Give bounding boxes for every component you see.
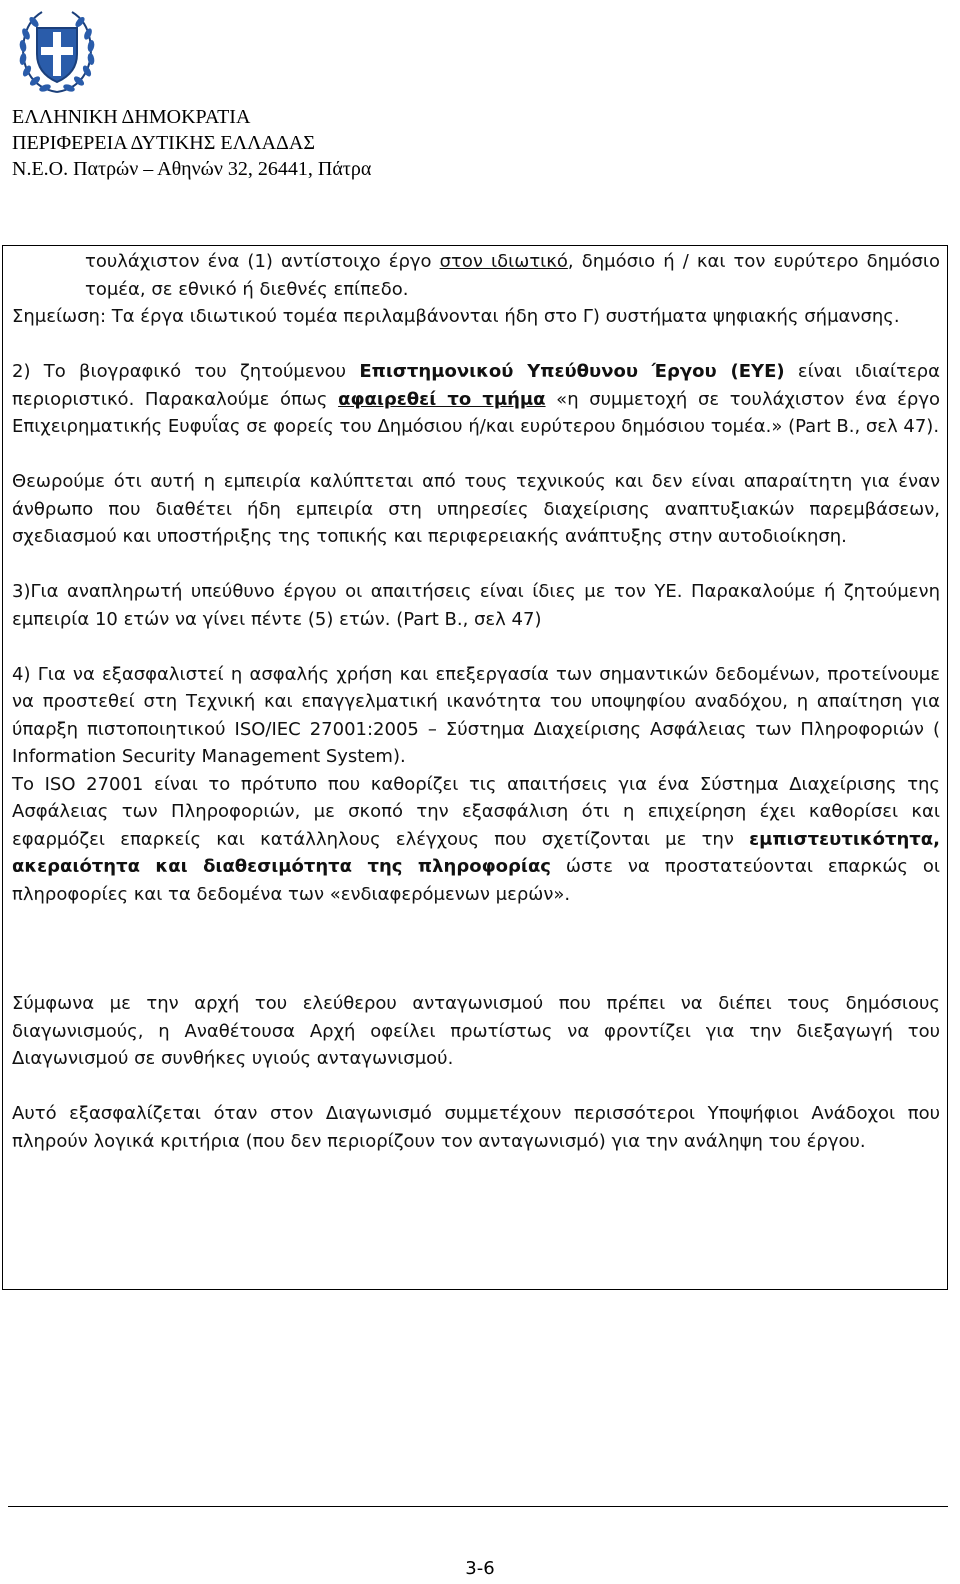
footer-divider — [8, 1506, 948, 1507]
page-number: 3-6 — [465, 1558, 495, 1579]
paragraph-point-4: 4) Για να εξασφαλιστεί η ασφαλής χρήση και επεξεργασία των σημαντικών δεδομένων, προτείνουμε να προστεθεί στη Τεχνική και επαγγελματική ικανότητα του υποψηφίου αναδόχου, η απαίτηση για ύπαρξη πιστοποιητικού ISO/IEC 27001:2005 – Σύστημα Διαχείρισης Ασφάλειας των Πληροφοριών ( Information Security Management System). — [12, 663, 940, 767]
letterhead — [12, 104, 371, 182]
letterhead-country: ΕΛΛΗΝΙΚΗ ΔΗΜΟΚΡΑΤΙΑ — [12, 106, 251, 128]
document-body — [12, 248, 940, 1155]
paragraph-point-3: 3)Για αναπληρωτή υπεύθυνο έργου οι απαιτήσεις είναι ίδιες με τον ΥΕ. Παρακαλούμε ή ζητούμενη εμπειρία 10 ετών να γίνει πέντε (5) ετών. (Part B., σελ 47) — [12, 581, 940, 630]
paragraph-conclusion: Αυτό εξασφαλίζεται όταν στον Διαγωνισμό συμμετέχουν περισσότεροι Υποψήφιοι Ανάδοχοι που πληρούν λογικά κριτήρια (που δεν περιορίζουν τον ανταγωνισμό) για την ανάληψη του έργου. — [12, 1103, 940, 1152]
paragraph-1: τουλάχιστον ένα (1) αντίστοιχο έργο στον ιδιωτικό, δημόσιο ή / και τον ευρύτερο δημόσιο τομέα, σε εθνικό ή διεθνές επίπεδο. — [85, 251, 940, 300]
paragraph-opinion: Θεωρούμε ότι αυτή η εμπειρία καλύπτεται από τους τεχνικούς και δεν είναι απαραίτητη για έναν άνθρωπο που διαθέτει ήδη εμπειρία στη υπηρεσίες διαχείρισης αναπτυξιακών παρεμβάσεων, σχεδιασμού και υποστήριξης της τοπικής και περιφερειακής ανάπτυξης στην αυτοδιοίκηση. — [12, 471, 940, 547]
greek-state-emblem-icon — [14, 4, 100, 98]
paragraph-iso: Το ISO 27001 είναι το πρότυπο που καθορίζει τις απαιτήσεις για ένα Σύστημα Διαχείρισης της Ασφάλειας των Πληροφοριών, με σκοπό την εξασφάλιση ότι η επιχείρηση έχει καθορίσει και εφαρμόζει επαρκείς και κατάλληλους ελέγχους που σχετίζονται με την εμπιστευτικότητα, ακεραιότητα και διαθεσιμότητα της πληροφορίας ώστε να προστατεύονται επαρκώς οι πληροφορίες και τα δεδομένα των «ενδιαφερόμενων μερών». — [12, 773, 941, 905]
letterhead-region: ΠΕΡΙΦΕΡΕΙΑ ΔΥΤΙΚΗΣ ΕΛΛΑΔΑΣ — [12, 132, 315, 154]
paragraph-point-2: 2) Το βιογραφικό του ζητούμενου Επιστημονικού Υπεύθυνου Έργου (ΕΥΕ) είναι ιδιαίτερα περιοριστικό. Παρακαλούμε όπως αφαιρεθεί το τμήμα «η συμμετοχή σε τουλάχιστον ένα έργο Επιχειρηματικής Ευφυΐας σε φορείς του Δημόσιου ή/και ευρύτερου δημόσιου τομέα.» (Part B., σελ 47). — [12, 361, 941, 437]
paragraph-note: Σημείωση: Τα έργα ιδιωτικού τομέα περιλαμβάνονται ήδη στο Γ) συστήματα ψηφιακής σήμανσης. — [12, 306, 900, 327]
paragraph-competition: Σύμφωνα με την αρχή του ελεύθερου ανταγωνισμού που πρέπει να διέπει τους δημόσιους διαγωνισμούς, η Αναθέτουσα Αρχή οφείλει πρωτίστως να φροντίζει για την διεξαγωγή του Διαγωνισμού σε συνθήκες υγιούς ανταγωνισμού. — [12, 993, 940, 1069]
letterhead-address: Ν.Ε.Ο. Πατρών – Αθηνών 32, 26441, Πάτρα — [12, 158, 372, 180]
